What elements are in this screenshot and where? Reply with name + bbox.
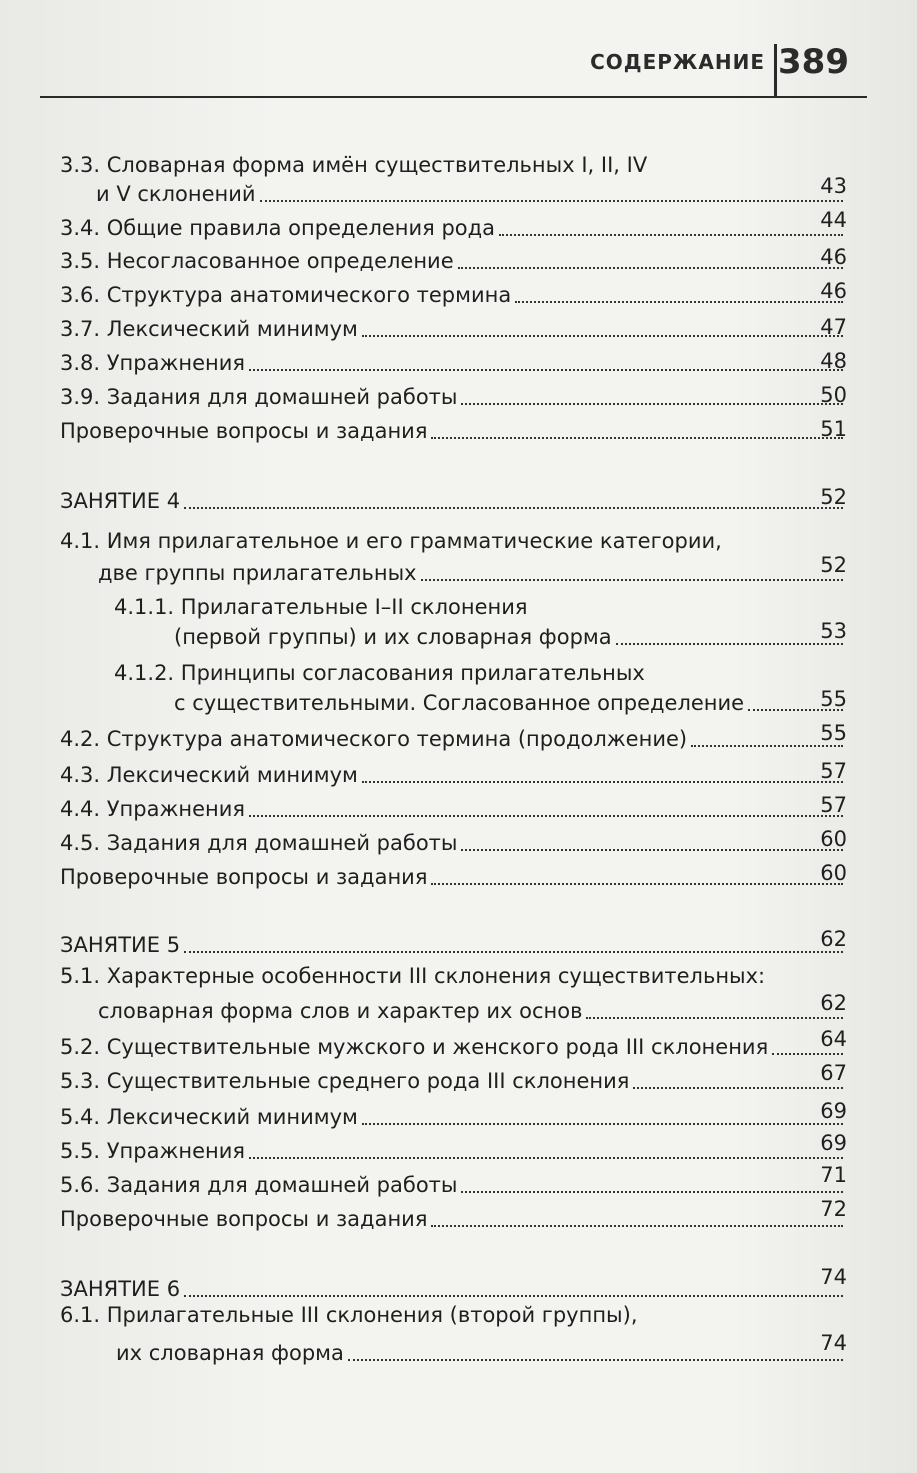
- toc-entry-page: 69: [820, 1099, 847, 1123]
- toc-entry-line1: 4.1. Имя прилагательное и его грамматические категории,: [60, 529, 722, 553]
- header-title: СОДЕРЖАНИЕ: [590, 50, 765, 74]
- toc-entry[interactable]: [60, 620, 847, 654]
- toc-entry-title: 4.4. Упражнения: [60, 797, 246, 821]
- toc-entry-line1: 3.3. Словарная форма имён существительных I, II, IV: [60, 153, 648, 177]
- toc-entry[interactable]: [60, 346, 847, 380]
- toc-entry[interactable]: [60, 244, 847, 278]
- toc-entry-page: 60: [820, 827, 847, 851]
- toc-entry[interactable]: [60, 414, 847, 448]
- toc-entry-title: словарная форма слов и характер их основ: [98, 999, 583, 1023]
- dot-leader: [461, 848, 843, 851]
- toc-entry-title: Проверочные вопросы и задания: [60, 1207, 428, 1231]
- toc-entry-title: 3.8. Упражнения: [60, 351, 246, 375]
- toc-entry[interactable]: [60, 1131, 847, 1168]
- toc-entry[interactable]: [60, 1331, 847, 1370]
- toc-entry[interactable]: [60, 1265, 847, 1306]
- toc-entry[interactable]: [60, 991, 847, 1028]
- toc-entry-page: 43: [820, 174, 847, 198]
- toc-entry-page: 74: [820, 1331, 847, 1355]
- toc-entry[interactable]: [60, 1163, 847, 1202]
- toc-entry-title: 4.3. Лексический минимум: [60, 763, 358, 787]
- toc-entry-line1: 4.1.1. Прилагательные I–II склонения: [114, 595, 528, 619]
- toc-entry[interactable]: [60, 208, 847, 245]
- toc-entry[interactable]: [60, 484, 847, 518]
- toc-entry-page: 57: [820, 793, 847, 817]
- toc-entry-page: 74: [820, 1265, 847, 1289]
- toc-entry[interactable]: [60, 380, 847, 414]
- toc-entry-title: с существительными. Согласованное определение: [174, 691, 745, 715]
- dot-leader: [633, 1086, 843, 1089]
- toc-entry-page: 71: [820, 1163, 847, 1187]
- toc-entry[interactable]: [60, 553, 847, 590]
- toc-entry[interactable]: [60, 1027, 847, 1064]
- toc-entry-line1: 6.1. Прилагательные III склонения (второй группы),: [60, 1303, 638, 1327]
- toc-entry[interactable]: [60, 928, 847, 962]
- toc-entry-title: 3.7. Лексический минимум: [60, 317, 358, 341]
- toc-entry-line1: 4.1.2. Принципы согласования прилагательных: [114, 661, 645, 685]
- toc-entry-title: 5.4. Лексический минимум: [60, 1105, 358, 1129]
- dot-leader: [421, 578, 843, 581]
- page-number: 389: [778, 42, 849, 82]
- toc-entry-page: 55: [820, 721, 847, 745]
- toc-entry-page: 44: [820, 208, 847, 232]
- toc-entry-page: 55: [820, 687, 847, 711]
- toc-entry-page: 57: [820, 759, 847, 783]
- toc-entry-title: (первой группы) и их словарная форма: [174, 625, 612, 649]
- toc-entry-title: 5.6. Задания для домашней работы: [60, 1173, 458, 1197]
- toc-entry-page: 69: [820, 1131, 847, 1155]
- toc-entry-page: 60: [820, 861, 847, 885]
- toc-entry-title: 4.5. Задания для домашней работы: [60, 831, 458, 855]
- dot-leader: [499, 233, 843, 236]
- dot-leader: [515, 300, 843, 303]
- toc-entry-title: ЗАНЯТИЕ 5: [60, 933, 181, 957]
- dot-leader: [184, 506, 843, 509]
- dot-leader: [249, 814, 843, 817]
- toc-entry-page: 46: [820, 279, 847, 303]
- toc-entry[interactable]: [60, 1061, 847, 1098]
- toc-entry-page: 52: [820, 553, 847, 577]
- dot-leader: [431, 1224, 843, 1227]
- dot-leader: [461, 1190, 843, 1193]
- toc-entry-title: 5.2. Существительные мужского и женского рода III склонения: [60, 1035, 769, 1059]
- dot-leader: [184, 950, 843, 953]
- dot-leader: [616, 642, 843, 645]
- toc-entry-title: 4.2. Структура анатомического термина (продолжение): [60, 727, 688, 751]
- toc-entry-title: 5.3. Существительные среднего рода III склонения: [60, 1069, 630, 1093]
- dot-leader: [461, 402, 843, 405]
- toc-entry[interactable]: [60, 686, 847, 720]
- dot-leader: [431, 882, 843, 885]
- toc-entry-page: 51: [820, 417, 847, 441]
- toc-entry-title: ЗАНЯТИЕ 6: [60, 1277, 181, 1301]
- toc-entry-page: 67: [820, 1061, 847, 1085]
- dot-leader: [184, 1294, 843, 1297]
- toc-entry-page: 50: [820, 383, 847, 407]
- toc-entry-title: 3.5. Несогласованное определение: [60, 249, 454, 273]
- toc-entry[interactable]: [60, 860, 847, 894]
- toc-entry[interactable]: [60, 722, 847, 756]
- toc-entry-title: их словарная форма: [116, 1341, 344, 1365]
- toc-entry-title: 3.9. Задания для домашней работы: [60, 385, 458, 409]
- toc-entry[interactable]: [60, 1100, 847, 1134]
- toc-entry-title: ЗАНЯТИЕ 4: [60, 489, 181, 513]
- toc-entry[interactable]: [60, 1197, 847, 1236]
- dot-leader: [586, 1016, 843, 1019]
- dot-leader: [249, 1156, 843, 1159]
- dot-leader: [362, 780, 843, 783]
- dot-leader: [431, 436, 843, 439]
- dot-leader: [249, 368, 843, 371]
- dot-leader: [458, 266, 843, 269]
- toc-entry-line1: 5.1. Характерные особенности III склонения существительных:: [60, 964, 766, 988]
- toc-entry-page: 52: [820, 485, 847, 509]
- toc-entry-title: Проверочные вопросы и задания: [60, 865, 428, 889]
- toc-entry-title: и V склонений: [96, 182, 256, 206]
- toc-entry-title: 3.4. Общие правила определения рода: [60, 216, 496, 240]
- toc-entry-page: 47: [820, 315, 847, 339]
- toc-entry-page: 62: [820, 927, 847, 951]
- toc-entry[interactable]: [60, 792, 847, 826]
- toc-entry-page: 53: [820, 619, 847, 643]
- toc-entry-page: 46: [820, 245, 847, 269]
- toc-entry-title: Проверочные вопросы и задания: [60, 419, 428, 443]
- toc-entry[interactable]: [60, 312, 847, 346]
- dot-leader: [772, 1052, 843, 1055]
- toc-entry-title: две группы прилагательных: [98, 561, 417, 585]
- toc-entry-page: 48: [820, 349, 847, 373]
- toc-entry-title: 5.5. Упражнения: [60, 1139, 246, 1163]
- toc-entry-title: 3.6. Структура анатомического термина: [60, 283, 512, 307]
- toc-entry-page: 72: [820, 1197, 847, 1221]
- toc-entry-page: 62: [820, 991, 847, 1015]
- dot-leader: [348, 1358, 843, 1361]
- dot-leader: [362, 334, 843, 337]
- toc-entry-page: 64: [820, 1027, 847, 1051]
- toc-entry[interactable]: [60, 758, 847, 792]
- toc-entry[interactable]: [60, 174, 847, 211]
- dot-leader: [260, 199, 843, 202]
- toc-entry[interactable]: [60, 826, 847, 860]
- toc-entry[interactable]: [60, 278, 847, 312]
- dot-leader: [362, 1122, 843, 1125]
